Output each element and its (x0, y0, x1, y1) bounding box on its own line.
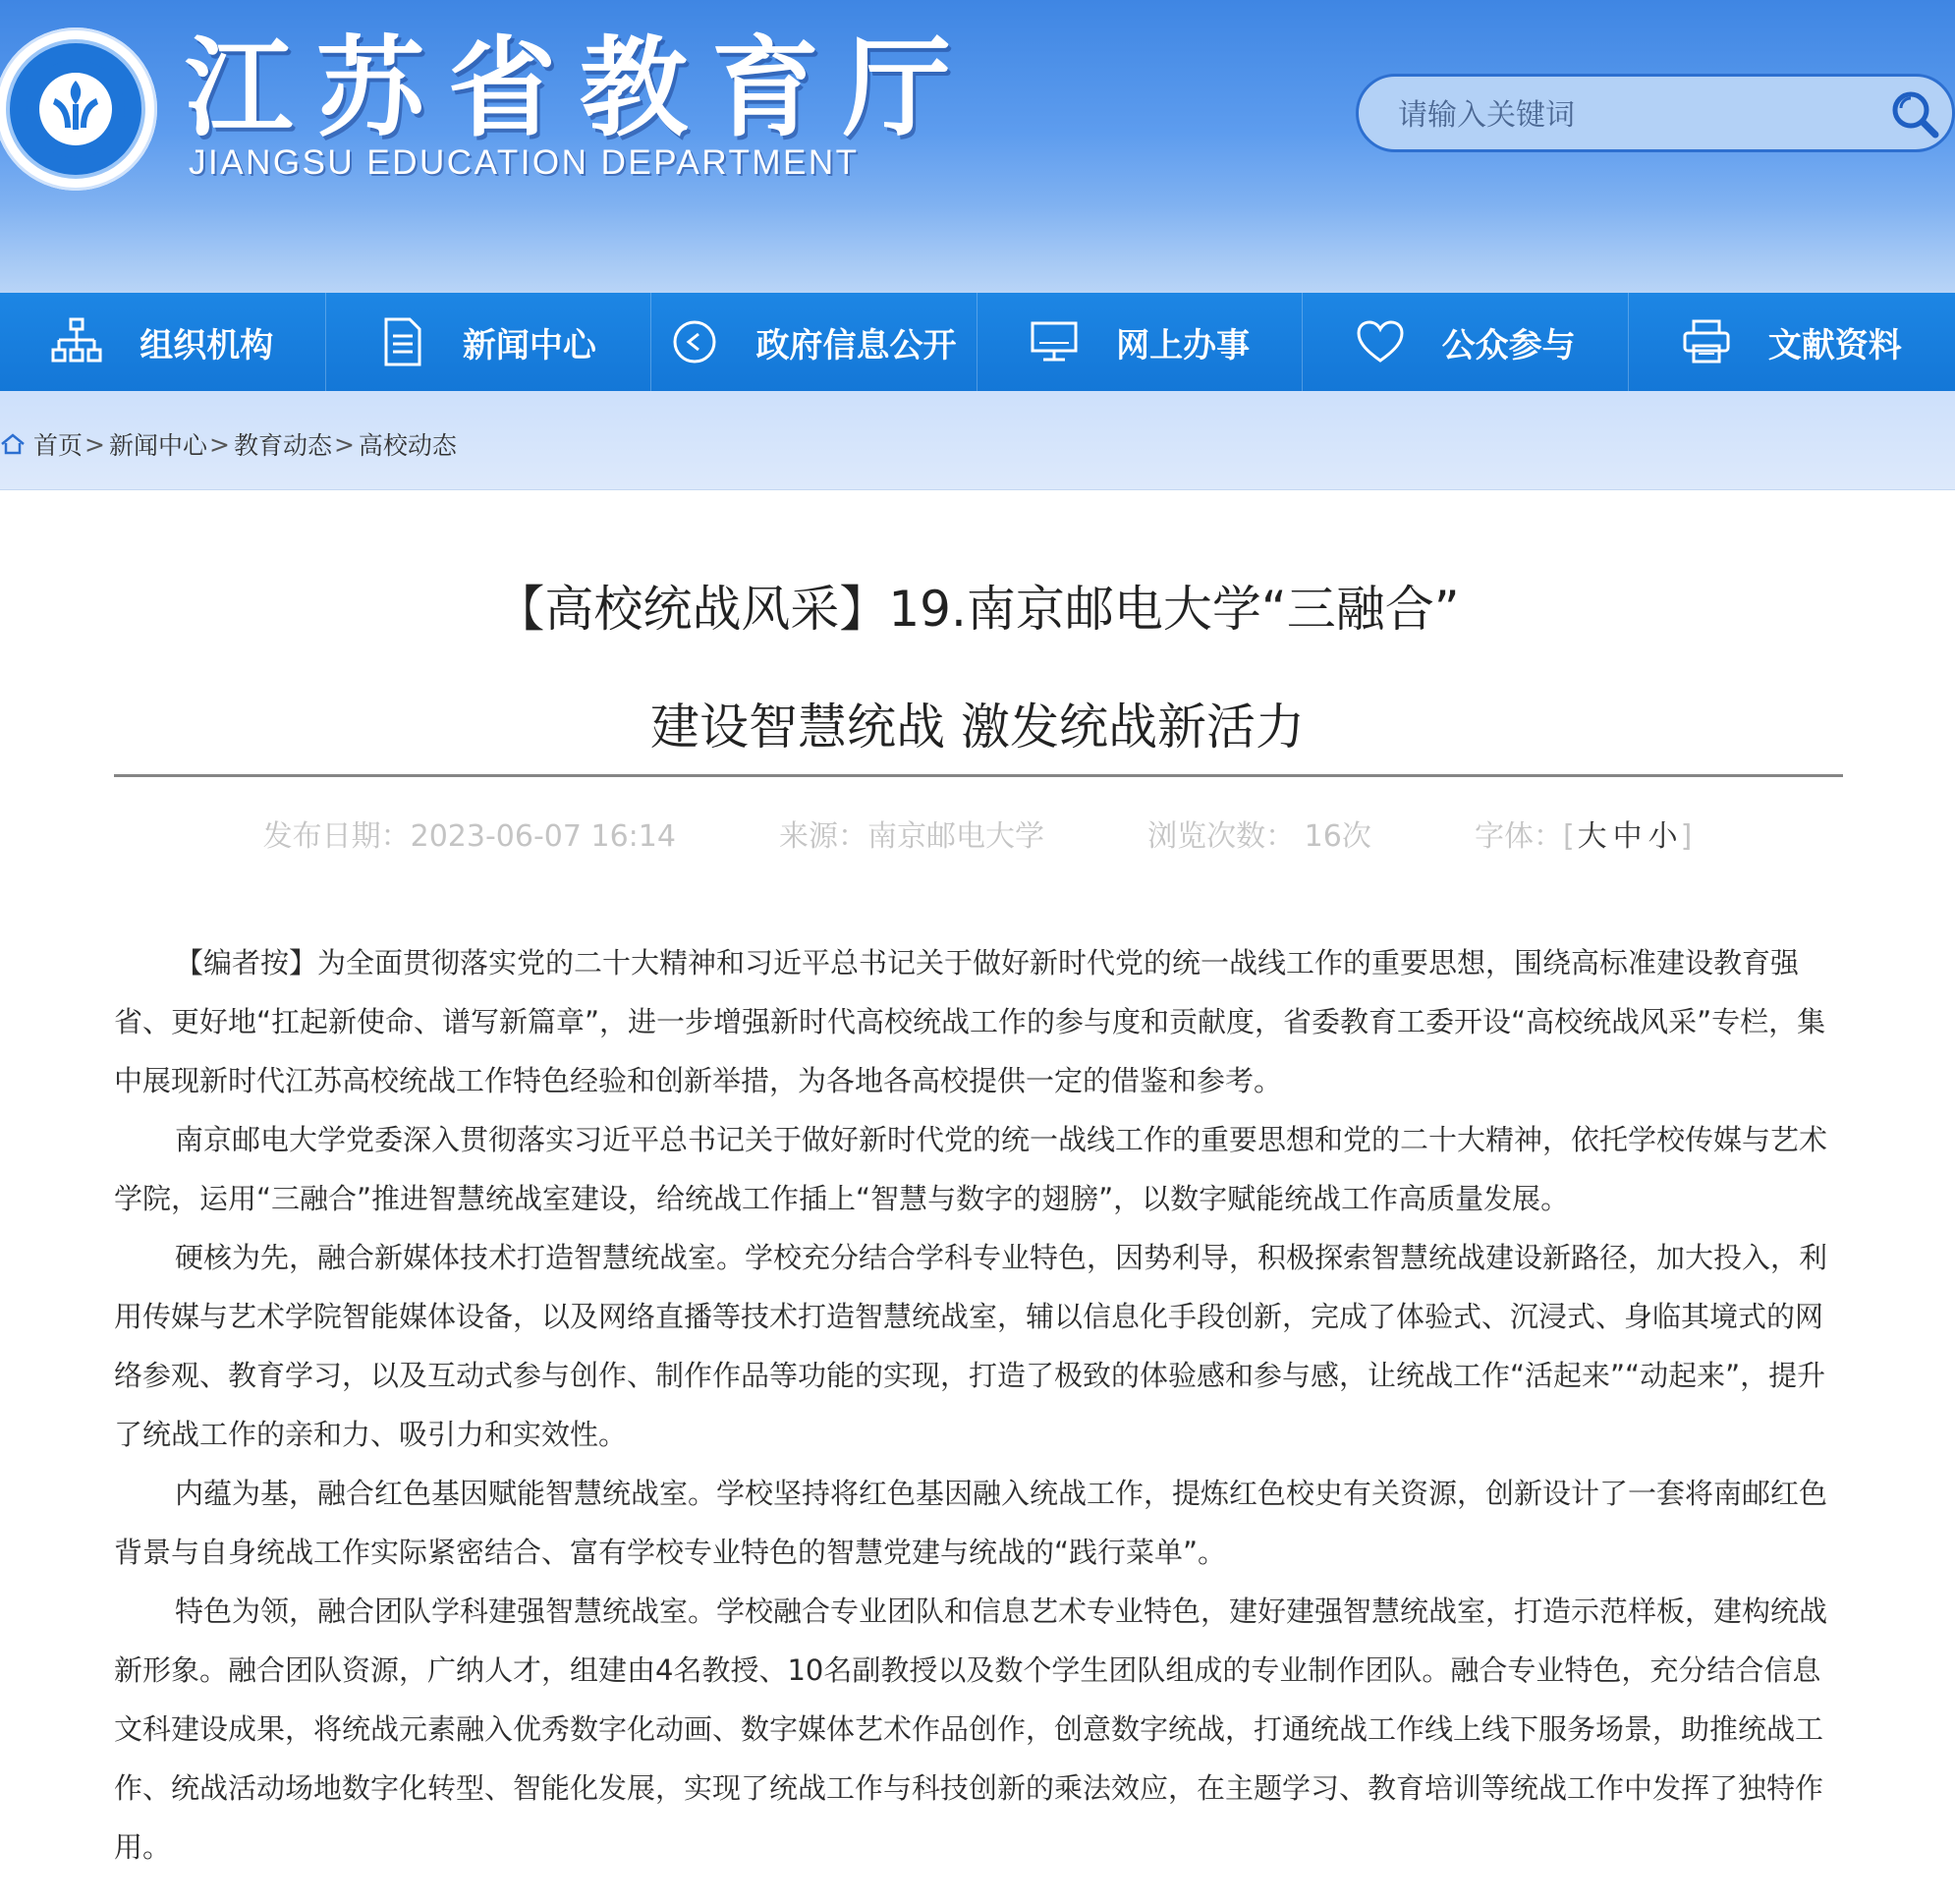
nav-item-documents[interactable] (1629, 293, 1955, 391)
nav-item-participation[interactable] (1303, 293, 1629, 391)
nav-label: 公众参与 (1441, 325, 1576, 365)
article-paragraph: 【编者按】为全面贯彻落实党的二十大精神和习近平总书记关于做好新时代党的统一战线工作的重要思想，围绕高标准建设教育强省、更好地“扛起新使命、谱写新篇章”，进一步增强新时代高校统战工作的参与度和贡献度，省委教育工委开设“高校统战风采”专栏，集中展现新时代江苏高校统战工作特色经验和创新举措，为各地各高校提供一定的借鉴和参考。 (114, 946, 1826, 1097)
publish-date: 发布日期：2023-06-07 16:14 (262, 819, 676, 854)
nav-label: 组织机构 (140, 325, 274, 365)
breadcrumb-separator: > (333, 429, 355, 459)
search-input[interactable] (1396, 90, 1871, 140)
printer-icon (1682, 318, 1731, 365)
site-title: 江苏省教育厅 (185, 25, 975, 151)
font-size-medium-button[interactable]: 中 (1612, 819, 1643, 854)
document-icon (380, 316, 425, 367)
site-header (0, 0, 1955, 293)
article-source: 来源：南京邮电大学 (779, 819, 1045, 854)
breadcrumb-separator: > (84, 429, 105, 459)
article-body (114, 933, 1843, 1876)
play-circle-icon (671, 318, 718, 365)
title-divider (114, 774, 1843, 777)
monitor-icon (1030, 319, 1079, 364)
org-chart-icon (51, 316, 102, 367)
breadcrumb-link-edu-news[interactable]: 教育动态 (233, 431, 332, 460)
nav-label: 文献资料 (1767, 325, 1902, 365)
search-icon[interactable] (1887, 86, 1942, 141)
emblem-icon[interactable] (0, 28, 157, 191)
site-subtitle: JIANGSU EDUCATION DEPARTMENT (189, 143, 860, 182)
article-title-line2: 建设智慧统战 激发统战新活力 (650, 699, 1305, 756)
breadcrumb-link-home[interactable]: 首页 (33, 431, 84, 460)
nav-label: 网上办事 (1116, 325, 1251, 365)
article-paragraph: 南京邮电大学党委深入贯彻落实习近平总书记关于做好新时代党的统一战线工作的重要思想和党的二十大精神，依托学校传媒与艺术学院，运用“三融合”推进智慧统战室建设，给统战工作插上“智慧与数字的翅膀”，以数字赋能统战工作高质量发展。 (114, 1123, 1828, 1215)
nav-item-news[interactable] (326, 293, 652, 391)
nav-item-org[interactable] (0, 293, 326, 391)
nav-item-gov-info[interactable] (651, 293, 978, 391)
article-paragraph: 硬核为先，融合新媒体技术打造智慧统战室。学校充分结合学科专业特色，因势利导，积极探索智慧统战建设新路径，加大投入，利用传媒与艺术学院智能媒体设备，以及网络直播等技术打造智慧统战室，辅以信息化手段创新，完成了体验式、沉浸式、身临其境式的网络参观、教育学习，以及互动式参与创作、制作作品等功能的实现，打造了极致的体验感和参与感，让统战工作“活起来”“动起来”，提升了统战工作的亲和力、吸引力和实效性。 (114, 1241, 1828, 1451)
search-box (1356, 74, 1955, 152)
nav-label: 新闻中心 (462, 325, 596, 365)
bracket-open: [ (1562, 819, 1575, 854)
breadcrumb-bar (0, 391, 1955, 490)
home-icon (0, 432, 26, 456)
article-title-line1: 【高校统战风采】19.南京邮电大学“三融合” (495, 581, 1460, 638)
article-paragraph: 特色为领，融合团队学科建强智慧统战室。学校融合专业团队和信息艺术专业特色，建好建强智慧统战室，打造示范样板，建构统战新形象。融合团队资源，广纳人才，组建由4名教授、10名副教授以及数个学生团队组成的专业制作团队。融合专业特色，充分结合信息文科建设成果，将统战元素融入优秀数字化动画、数字媒体艺术作品创作，创意数字统战，打通统战工作线上线下服务场景，助推统战工作、统战活动场地数字化转型、智能化发展，实现了统战工作与科技创新的乘法效应，在主题学习、教育培训等统战工作中发挥了独特作用。 (114, 1595, 1828, 1864)
article-paragraph: 内蕴为基，融合红色基因赋能智慧统战室。学校坚持将红色基因融入统战工作，提炼红色校史有关资源，创新设计了一套将南邮红色背景与自身统战工作实际紧密结合、富有学校专业特色的智慧党建与统战的“践行菜单”。 (114, 1477, 1828, 1569)
main-nav (0, 293, 1955, 391)
font-size-large-button[interactable]: 大 (1577, 819, 1607, 854)
bracket-close: ] (1680, 819, 1693, 854)
view-count: 浏览次数： 16次 (1147, 819, 1371, 854)
nav-label: 政府信息公开 (755, 325, 957, 365)
breadcrumb-separator: > (208, 429, 230, 459)
nav-item-online-service[interactable] (978, 293, 1304, 391)
breadcrumb (0, 426, 457, 462)
breadcrumb-link-university-news[interactable]: 高校动态 (358, 431, 457, 460)
breadcrumb-link-news[interactable]: 新闻中心 (108, 431, 207, 460)
heart-icon (1356, 319, 1405, 364)
font-size-label: 字体： (1474, 819, 1563, 854)
font-size-small-button[interactable]: 小 (1648, 819, 1678, 854)
article-meta (0, 812, 1955, 855)
